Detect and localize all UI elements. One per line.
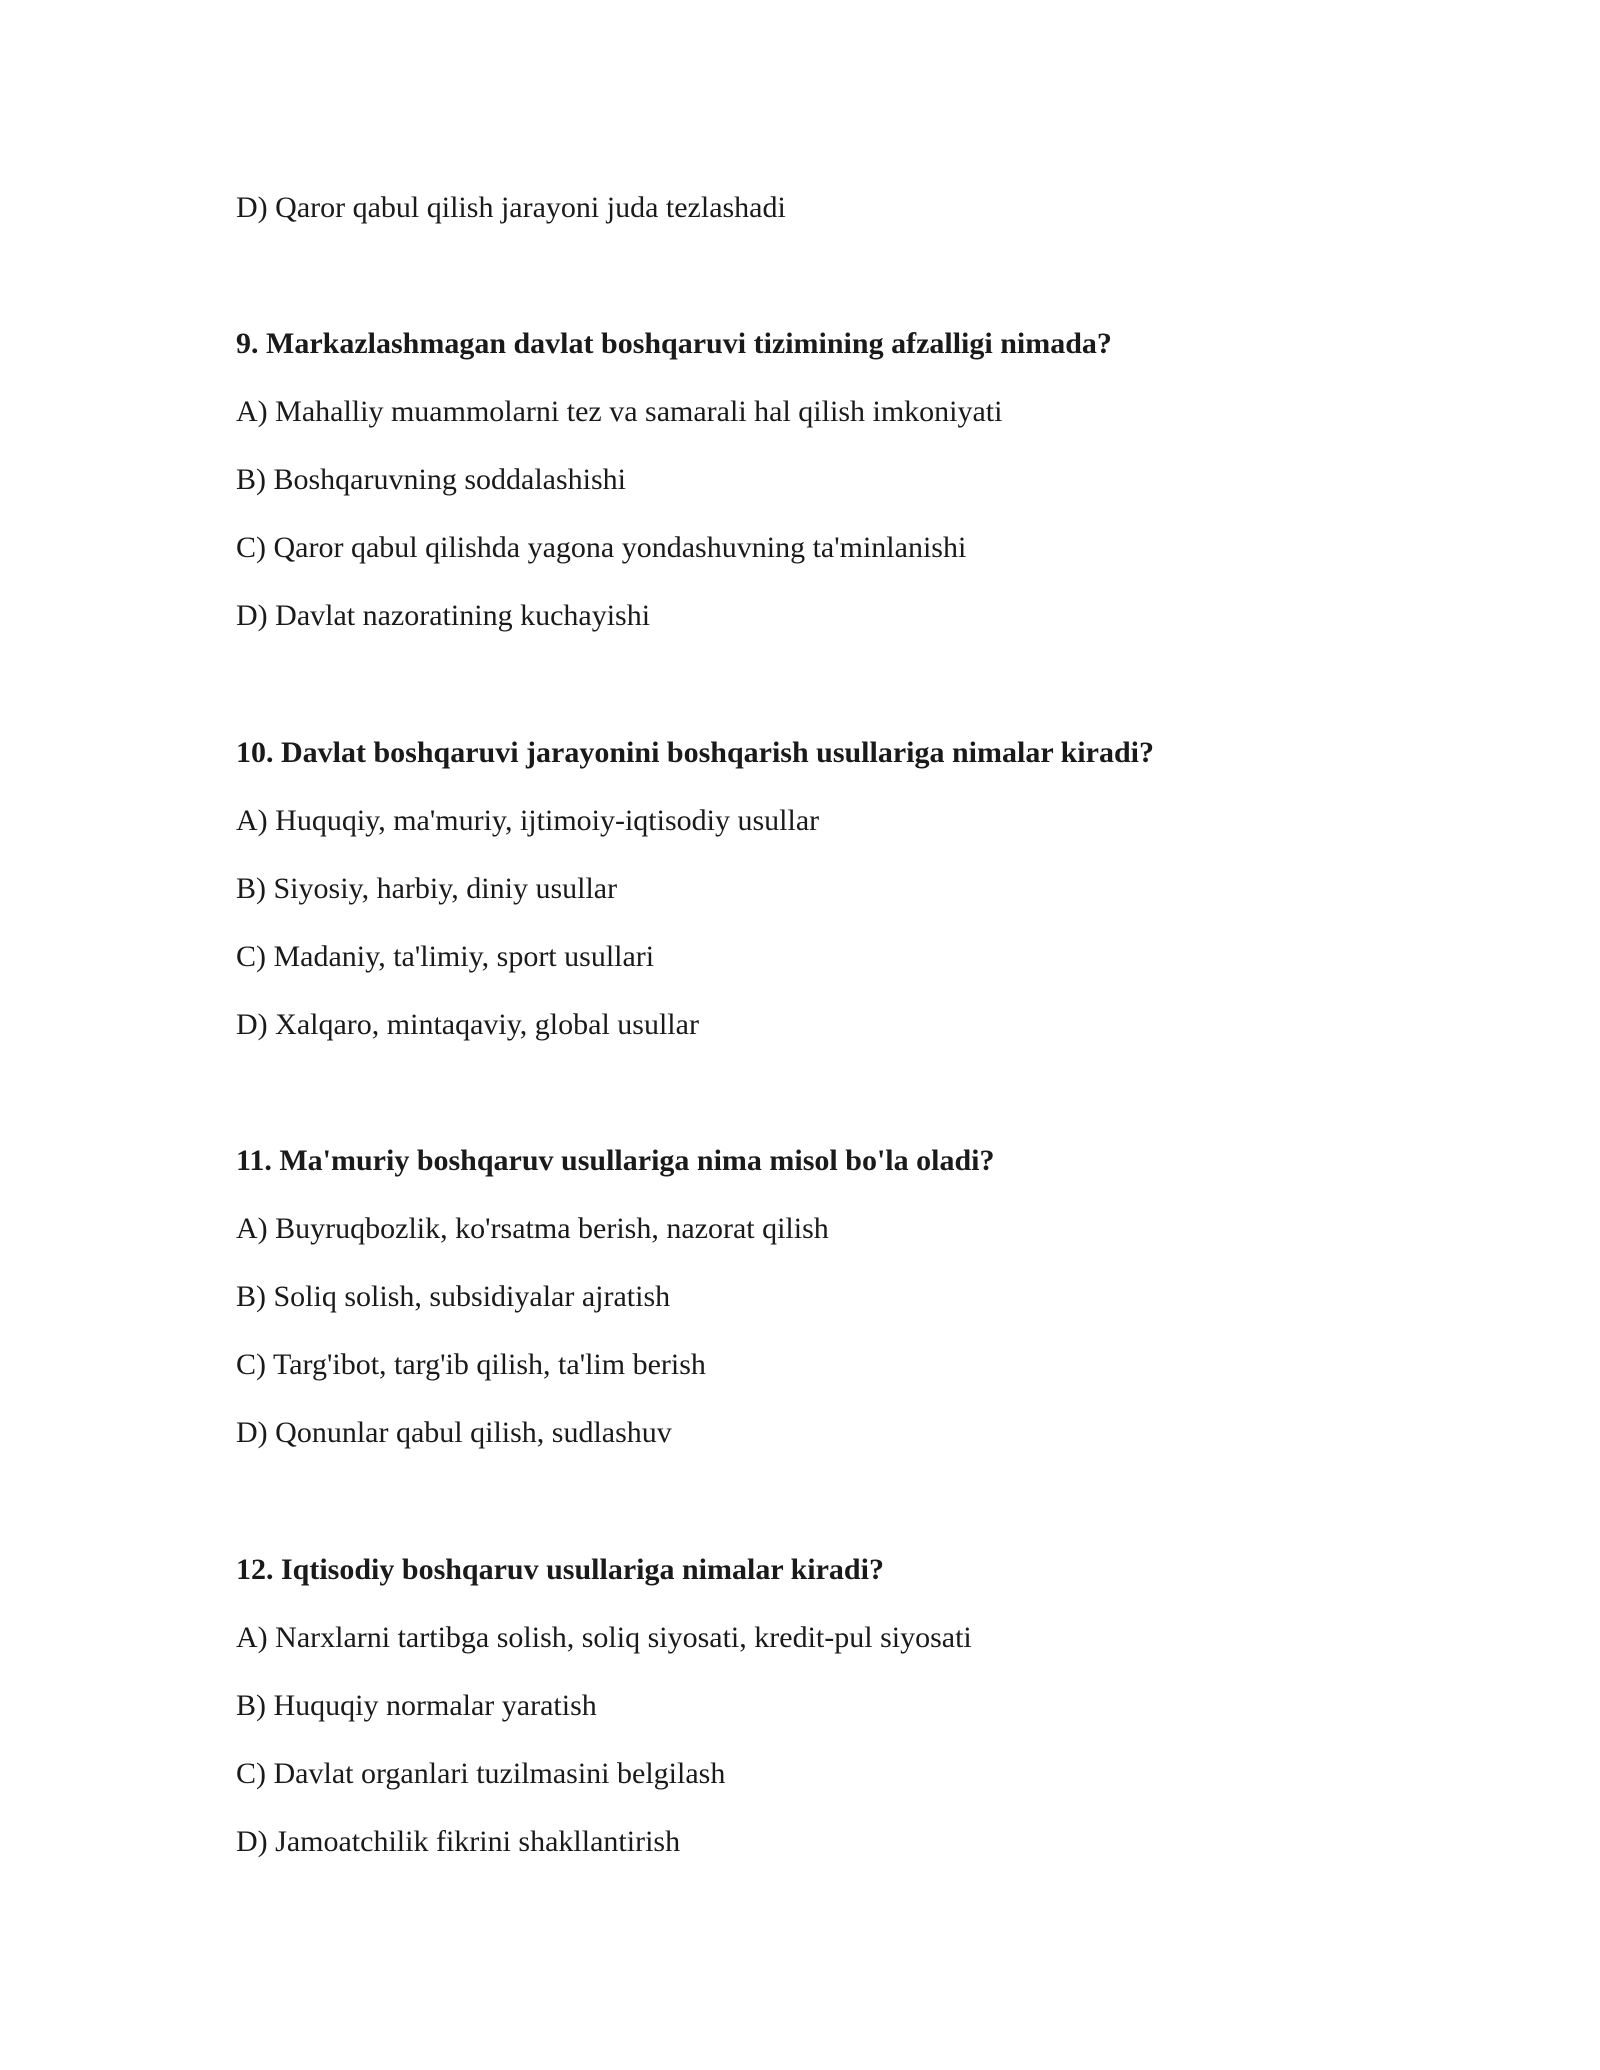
answer-option-a: A) Huquqiy, ma'muriy, ijtimoiy-iqtisodiy usullar <box>236 804 820 837</box>
answer-option-a: A) Buyruqbozlik, ko'rsatma berish, nazorat qilish <box>236 1212 829 1245</box>
answer-option: D) Qaror qabul qilish jarayoni juda tezlashadi <box>236 191 786 224</box>
answer-option-c: C) Qaror qabul qilishda yagona yondashuvning ta'minlanishi <box>236 531 967 564</box>
answer-option-c: C) Targ'ibot, targ'ib qilish, ta'lim berish <box>236 1348 706 1381</box>
answer-option-c: C) Davlat organlari tuzilmasini belgilash <box>236 1757 726 1790</box>
question-9 <box>236 324 1436 664</box>
answer-option-b: B) Siyosiy, harbiy, diniy usullar <box>236 872 618 905</box>
answer-option-a: A) Narxlarni tartibga solish, soliq siyosati, kredit-pul siyosati <box>236 1621 972 1654</box>
question-11 <box>236 1141 1436 1481</box>
question-12 <box>236 1550 1436 1890</box>
answer-option-d: D) Qonunlar qabul qilish, sudlashuv <box>236 1416 672 1449</box>
answer-option-c: C) Madaniy, ta'limiy, sport usullari <box>236 940 655 973</box>
answer-option-d: D) Xalqaro, mintaqaviy, global usullar <box>236 1008 699 1041</box>
answer-option-a: A) Mahalliy muammolarni tez va samarali hal qilish imkoniyati <box>236 395 1003 428</box>
answer-option-b: B) Soliq solish, subsidiyalar ajratish <box>236 1280 671 1313</box>
answer-option-d: D) Davlat nazoratining kuchayishi <box>236 599 651 632</box>
question-title: 9. Markazlashmagan davlat boshqaruvi tizimining afzalligi nimada? <box>236 327 1112 360</box>
question-title: 12. Iqtisodiy boshqaruv usullariga nimalar kiradi? <box>236 1553 884 1586</box>
question-10 <box>236 733 1436 1073</box>
answer-option-b: B) Huquqiy normalar yaratish <box>236 1689 597 1722</box>
question-title: 10. Davlat boshqaruvi jarayonini boshqarish usullariga nimalar kiradi? <box>236 736 1154 769</box>
question-title: 11. Ma'muriy boshqaruv usullariga nima misol bo'la oladi? <box>236 1144 995 1177</box>
answer-option-d: D) Jamoatchilik fikrini shakllantirish <box>236 1825 681 1858</box>
answer-option-b: B) Boshqaruvning soddalashishi <box>236 463 626 496</box>
